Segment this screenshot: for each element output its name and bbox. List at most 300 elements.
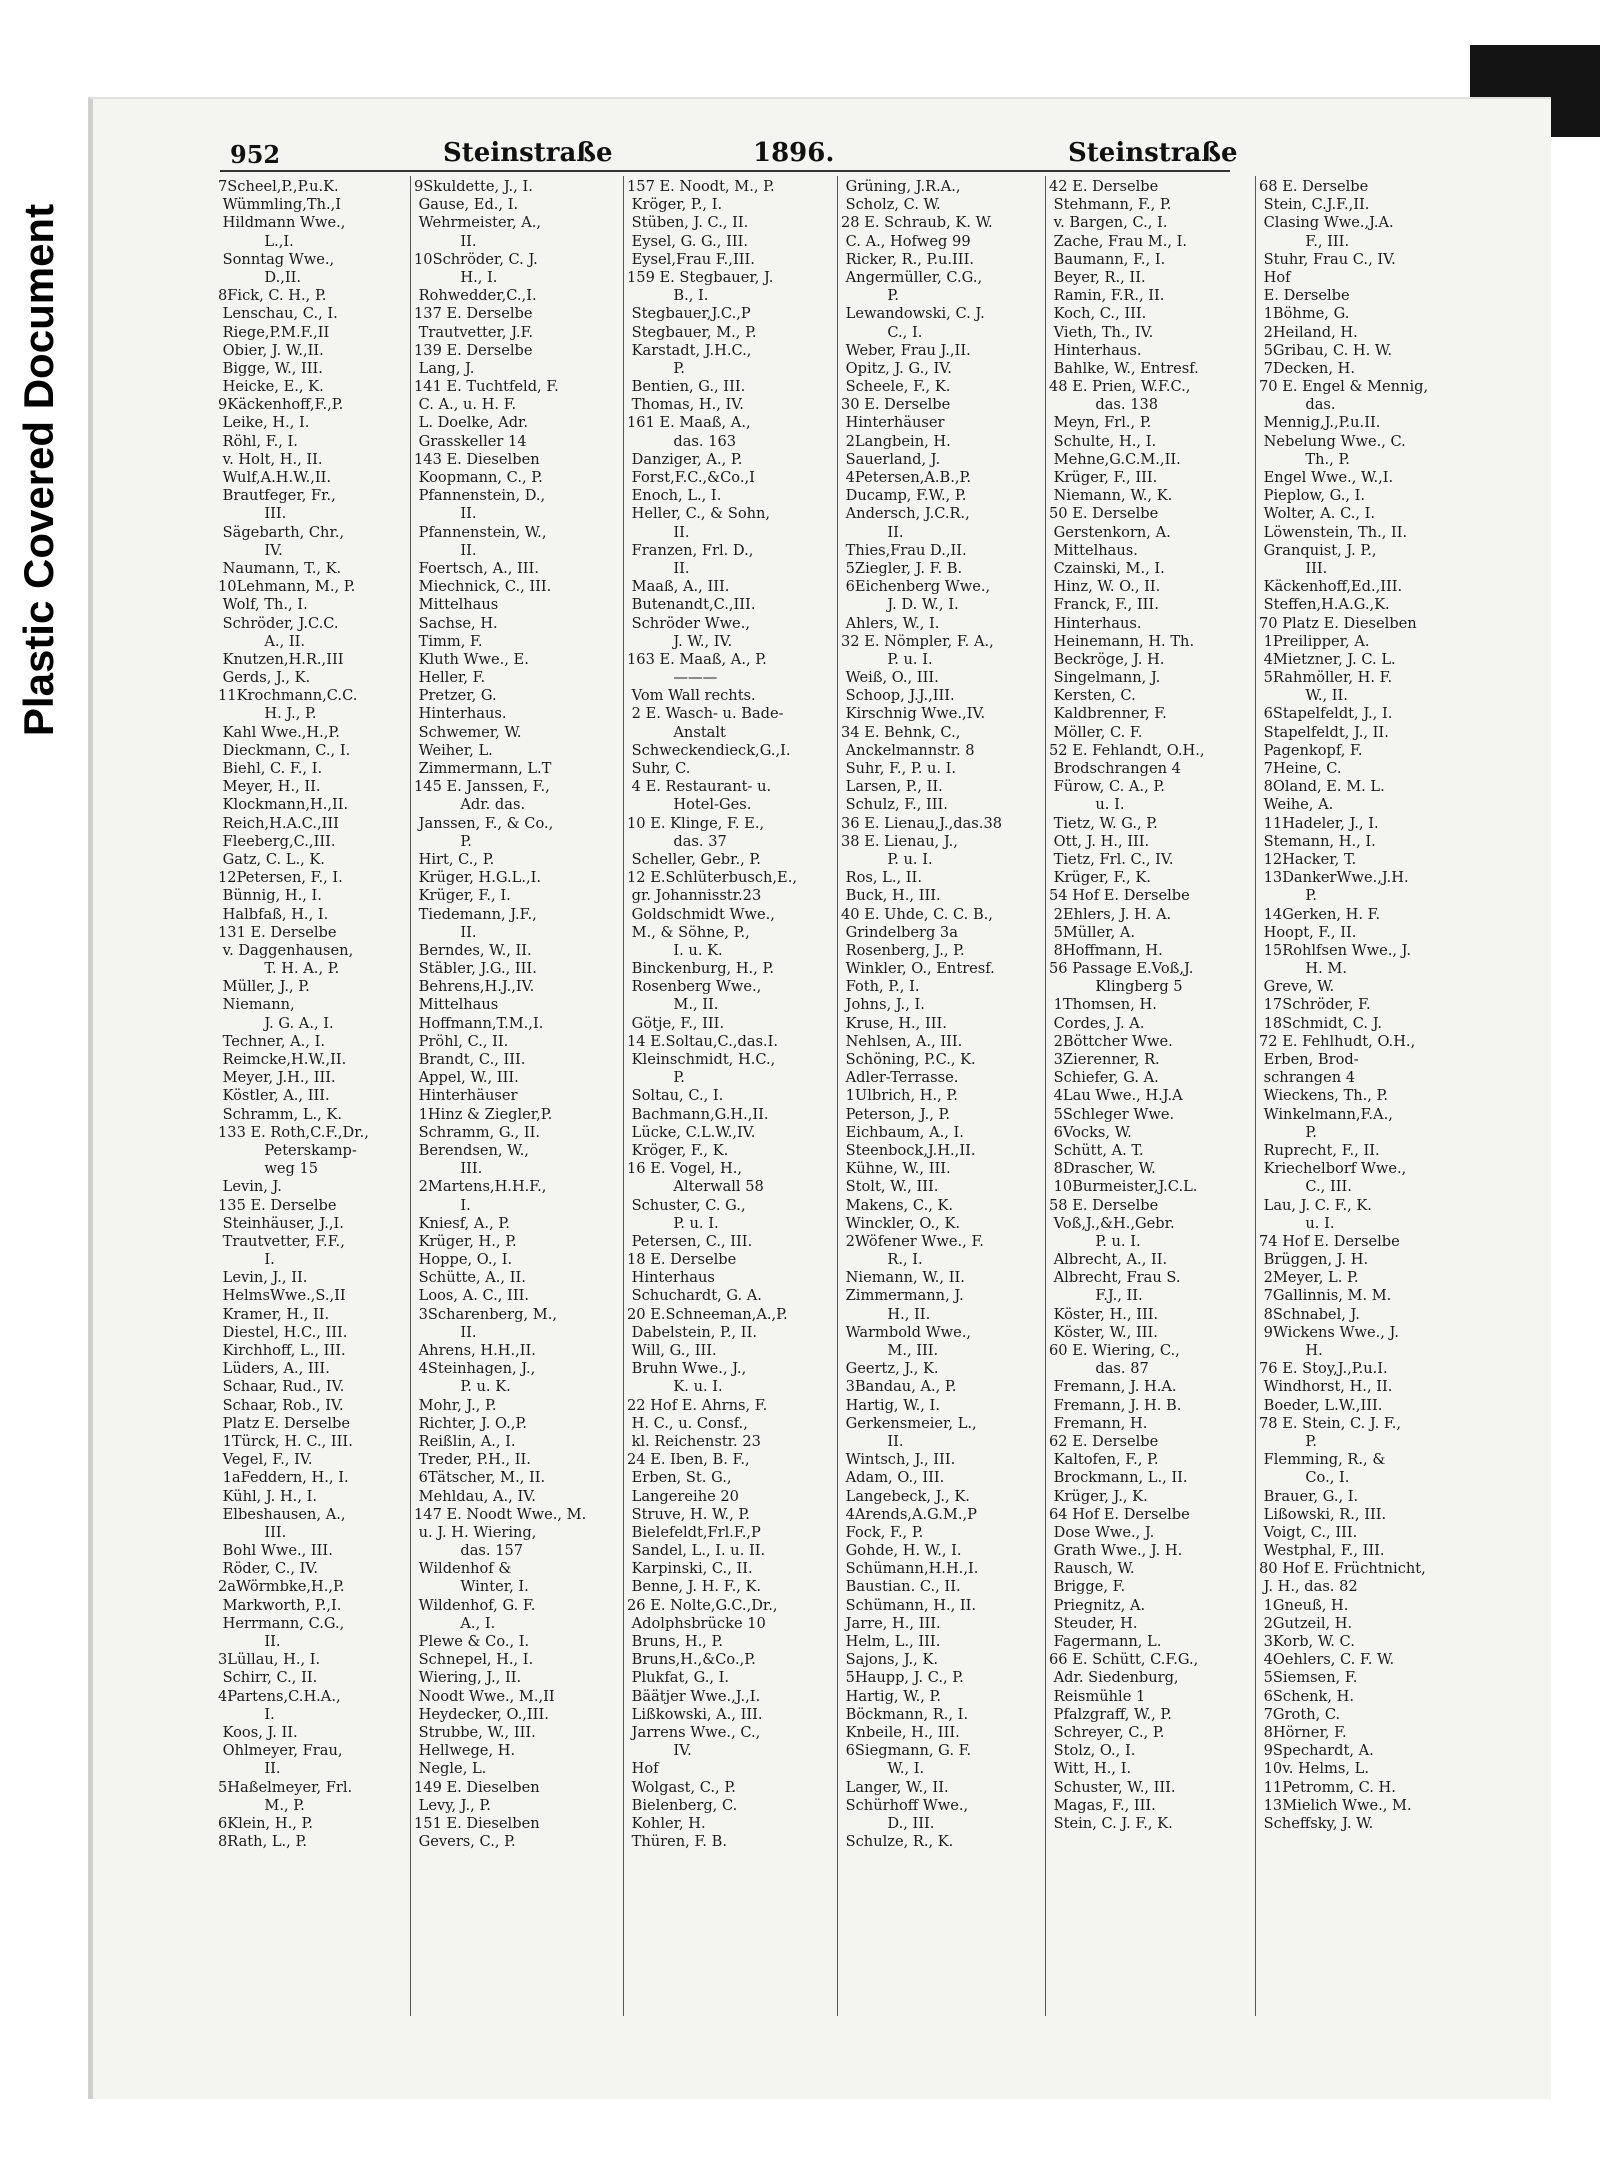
directory-entry: Benne, J. H. F., K.: [627, 1578, 762, 1596]
directory-entry: 2Wöfener Wwe., F.: [841, 1232, 984, 1250]
directory-entry: Makens, C., K.: [841, 1196, 954, 1214]
directory-entry: Schuster, W., III.: [1049, 1778, 1176, 1796]
directory-entry: Geertz, J., K.: [841, 1360, 939, 1378]
directory-entry: Pagenkopf, F.: [1259, 741, 1363, 759]
directory-entry: 24 E. Iben, B. F.,: [627, 1451, 750, 1469]
directory-entry: Krüger, H.G.L.,I.: [414, 869, 542, 887]
directory-entry: Larsen, P., II.: [841, 778, 943, 796]
directory-entry: 161 E. Maaß, A.,: [627, 414, 751, 432]
directory-entry: Danziger, A., P.: [627, 450, 743, 468]
directory-entry: Hinterhäuser: [841, 414, 945, 432]
directory-entry: II.: [841, 523, 904, 541]
directory-entry: 2Langbein, H.: [841, 432, 951, 450]
directory-entry: 26 E. Nolte,G.C.,Dr.,: [627, 1596, 778, 1614]
directory-entry: J. H., das. 82: [1259, 1578, 1358, 1596]
directory-entry: Brautfeger, Fr.,: [218, 487, 336, 505]
directory-entry: Steffen,H.A.G.,K.: [1259, 596, 1390, 614]
directory-entry: 2aWörmbke,H.,P.: [218, 1578, 345, 1596]
directory-entry: Schröder, J.C.C.: [218, 614, 339, 632]
directory-entry: II.: [627, 559, 690, 577]
directory-entry: Stein, C. J. F., K.: [1049, 1814, 1173, 1832]
directory-entry: Reißlin, A., I.: [414, 1432, 516, 1450]
directory-entry: Reismühle 1: [1049, 1687, 1146, 1705]
directory-entry: Pfalzgraff, W., P.: [1049, 1705, 1172, 1723]
directory-entry: Schürhoff Wwe.,: [841, 1796, 969, 1814]
directory-entry: P.: [414, 832, 472, 850]
directory-entry: Gohde, H. W., I.: [841, 1542, 962, 1560]
directory-entry: Eysel,Frau F.,III.: [627, 250, 755, 268]
directory-entry: P.: [627, 1069, 685, 1087]
directory-entry: Boeder, L.W.,III.: [1259, 1396, 1383, 1414]
directory-entry: 5Haßelmeyer, Frl.: [218, 1778, 353, 1796]
directory-entry: Engel Wwe., W.,I.: [1259, 469, 1394, 486]
directory-entry: Wolf, Th., I.: [218, 596, 308, 614]
directory-entry: 5Ziegler, J. F. B.: [841, 559, 963, 577]
directory-entry: Negle, L.: [414, 1760, 487, 1778]
directory-entry: 1Ulbrich, H., P.: [841, 1087, 958, 1105]
directory-entry: W., II.: [1259, 687, 1348, 705]
directory-entry: Hotel-Ges.: [627, 796, 752, 814]
directory-entry: 4Steinhagen, J.,: [414, 1360, 536, 1378]
directory-entry: das. 163: [627, 432, 737, 450]
directory-entry: Wildenhof, G. F.: [414, 1596, 536, 1614]
directory-entry: Thies,Frau D.,II.: [841, 541, 967, 559]
directory-entry: Winckler, O., K.: [841, 1214, 960, 1232]
directory-entry: Buck, H., III.: [841, 887, 941, 905]
directory-entry: Alterwall 58: [627, 1178, 764, 1196]
directory-entry: Wintsch, J., III.: [841, 1451, 956, 1469]
directory-entry: Brigge, F.: [1049, 1578, 1126, 1596]
directory-entry: 3Zierenner, R.: [1049, 1051, 1160, 1068]
directory-entry: Götje, F., III.: [627, 1014, 725, 1032]
directory-entry: 9Käckenhoff,F.,P.: [218, 396, 344, 414]
directory-entry: Adler-Terrasse.: [841, 1069, 959, 1087]
street-title-left: Steinstraße: [443, 138, 613, 168]
directory-column-3: [627, 178, 835, 2018]
directory-entry: Riege,P.M.F.,II: [218, 323, 330, 341]
directory-entry: Brodschrangen 4: [1049, 760, 1181, 777]
directory-entry: 70 Platz E. Dieselben: [1259, 614, 1417, 632]
directory-entry: 4Oehlers, C. F. W.: [1259, 1651, 1395, 1669]
directory-entry: 3Korb, W. C.: [1259, 1633, 1355, 1650]
directory-entry: IV.: [627, 1742, 692, 1760]
directory-entry: 143 E. Dieselben: [414, 450, 540, 468]
directory-entry: Krüger, F., I.: [414, 887, 511, 905]
directory-entry: Timm, F.: [414, 632, 483, 650]
directory-entry: Hinterhaus.: [414, 705, 507, 723]
directory-entry: Schümann, H., II.: [841, 1596, 977, 1614]
directory-entry: F., III.: [1259, 232, 1350, 250]
directory-entry: Stäbler, J.G., III.: [414, 960, 537, 978]
directory-entry: Fürow, C. A., P.: [1049, 778, 1165, 796]
directory-entry: 14Gerken, H. F.: [1259, 905, 1381, 923]
directory-entry: Maaß, A., III.: [627, 578, 730, 596]
directory-entry: 12Petersen, F., I.: [218, 869, 343, 887]
directory-entry: 60 E. Wiering, C.,: [1049, 1342, 1180, 1359]
directory-entry: Mennig,J.,P.u.II.: [1259, 414, 1381, 432]
directory-entry: Winter, I.: [414, 1578, 529, 1596]
directory-entry: 157 E. Noodt, M., P.: [627, 178, 775, 195]
directory-entry: P. u. I.: [1049, 1232, 1141, 1250]
directory-entry: Thüren, F. B.: [627, 1833, 727, 1851]
directory-entry: Anstalt: [627, 723, 726, 741]
directory-entry: Co., I.: [1259, 1469, 1350, 1487]
directory-entry: W., I.: [841, 1760, 925, 1778]
directory-entry: 5Rahmöller, H. F.: [1259, 669, 1393, 687]
directory-entry: Kleinschmidt, H.C.,: [627, 1051, 776, 1068]
directory-entry: Scheele, F., K.: [841, 378, 951, 396]
directory-entry: 56 Passage E.Voß,J.: [1049, 960, 1194, 978]
directory-entry: 50 E. Derselbe: [1049, 505, 1159, 523]
directory-entry: das. 37: [627, 832, 727, 850]
directory-entry: Hinterhaus: [627, 1269, 715, 1287]
directory-entry: 7Heine, C.: [1259, 760, 1342, 777]
directory-entry: 4Mietzner, J. C. L.: [1259, 650, 1396, 668]
directory-entry: 66 E. Schütt, C.F.G.,: [1049, 1651, 1199, 1669]
directory-entry: Flemming, R., &: [1259, 1451, 1386, 1469]
directory-entry: Franck, F., III.: [1049, 596, 1159, 614]
directory-entry: H. M.: [1259, 960, 1347, 978]
directory-entry: Gatz, C. L., K.: [218, 850, 325, 868]
directory-entry: Techner, A., I.: [218, 1032, 325, 1050]
directory-entry: Priegnitz, A.: [1049, 1596, 1146, 1614]
directory-entry: 2 E. Wasch- u. Bade-: [627, 705, 784, 723]
directory-entry: Gerkensmeier, L.,: [841, 1414, 977, 1432]
directory-entry: Rosenberg, J., P.: [841, 941, 965, 959]
directory-entry: 48 E. Prien, W.F.C.,: [1049, 378, 1191, 396]
directory-entry: Ruprecht, F., II.: [1259, 1141, 1380, 1159]
directory-entry: 8Oland, E. M. L.: [1259, 778, 1385, 796]
directory-entry: 6Tätscher, M., II.: [414, 1469, 546, 1487]
directory-entry: 163 E. Maaß, A., P.: [627, 650, 767, 668]
directory-entry: III.: [414, 1160, 483, 1178]
directory-entry: Anckelmannstr. 8: [841, 741, 975, 759]
directory-entry: Hartig, W., I.: [841, 1396, 940, 1414]
directory-entry: Stehmann, F., P.: [1049, 196, 1172, 214]
directory-entry: Tiedemann, J.F.,: [414, 905, 537, 923]
directory-entry: 9Skuldette, J., I.: [414, 178, 533, 195]
year-title: 1896.: [753, 138, 835, 168]
directory-entry: I.: [218, 1705, 275, 1723]
directory-entry: Schuster, C. G.,: [627, 1196, 746, 1214]
directory-entry: Kühne, W., III.: [841, 1160, 951, 1178]
directory-entry: 22 Hof E. Ahrns, F.: [627, 1396, 768, 1414]
directory-entry: Albrecht, Frau S.: [1049, 1269, 1181, 1287]
directory-entry: Ricker, R., P.u.III.: [841, 250, 974, 268]
directory-entry: Bigge, W., III.: [218, 359, 323, 377]
directory-entry: Niemann,: [218, 996, 295, 1014]
directory-entry: Vegel, F., IV.: [218, 1451, 313, 1469]
directory-entry: 1Türck, H. C., III.: [218, 1432, 353, 1450]
directory-entry: Bruns, H., P.: [627, 1633, 724, 1650]
directory-entry: v. Daggenhausen,: [218, 941, 354, 959]
directory-entry: II.: [414, 505, 477, 523]
directory-entry: Kniesf, A., P.: [414, 1214, 510, 1232]
directory-entry: Sägebarth, Chr.,: [218, 523, 345, 541]
directory-entry: Suhr, F., P. u. I.: [841, 760, 957, 777]
directory-entry: 10 E. Klinge, F. E.,: [627, 814, 765, 832]
directory-entry: Jarrens Wwe., C.,: [627, 1723, 761, 1741]
directory-entry: 10v. Helms, L.: [1259, 1760, 1369, 1778]
directory-entry: 1Böhme, G.: [1259, 305, 1350, 323]
directory-entry: Stolt, W., III.: [841, 1178, 939, 1196]
directory-entry: Koopmann, C., P.: [414, 469, 543, 486]
directory-entry: H., I.: [414, 268, 498, 286]
directory-entry: Böckmann, R., I.: [841, 1705, 969, 1723]
directory-entry: das. 138: [1049, 396, 1159, 414]
directory-entry: Krüger, H., P.: [414, 1232, 517, 1250]
directory-entry: Fremann, J. H.A.: [1049, 1378, 1177, 1396]
directory-entry: Diestel, H.C., III.: [218, 1323, 348, 1341]
directory-entry: Foth, P., I.: [841, 978, 920, 996]
directory-entry: 4Lau Wwe., H.J.A: [1049, 1087, 1183, 1105]
directory-entry: Brockmann, L., II.: [1049, 1469, 1188, 1487]
directory-entry: 42 E. Derselbe: [1049, 178, 1159, 195]
directory-entry: D.,II.: [218, 268, 302, 286]
directory-entry: Th., P.: [1259, 450, 1350, 468]
directory-entry: 9Spechardt, A.: [1259, 1742, 1374, 1760]
directory-entry: Gerds, J., K.: [218, 669, 311, 687]
directory-entry: Kühl, J. H., I.: [218, 1487, 318, 1505]
directory-entry: 1Gneuß, H.: [1259, 1596, 1349, 1614]
directory-entry: Adolphsbrücke 10: [627, 1614, 766, 1632]
directory-entry: 17Schröder, F.: [1259, 996, 1371, 1014]
directory-entry: Stegbauer,J.C.,P: [627, 305, 751, 323]
directory-entry: Trautvetter, J.F.: [414, 323, 534, 341]
directory-entry: Hof: [627, 1760, 659, 1778]
directory-entry: Bentien, G., III.: [627, 378, 746, 396]
directory-entry: Niemann, W., K.: [1049, 487, 1173, 505]
directory-entry: Plewe & Co., I.: [414, 1633, 530, 1650]
directory-entry: 12Hacker, T.: [1259, 850, 1357, 868]
directory-entry: Schulze, R., K.: [841, 1833, 954, 1851]
directory-entry: v. Holt, H., II.: [218, 450, 323, 468]
directory-entry: Weiß, O., III.: [841, 669, 939, 687]
directory-entry: 8Schnabel, J.: [1259, 1305, 1360, 1323]
directory-entry: Meyn, Frl., P.: [1049, 414, 1152, 432]
directory-entry: Eichbaum, A., I.: [841, 1123, 964, 1141]
directory-entry: H.: [1259, 1342, 1323, 1359]
directory-entry: Pretzer, G.: [414, 687, 497, 705]
directory-entry: Dabelstein, P., II.: [627, 1323, 757, 1341]
directory-entry: Ducamp, F.W., P.: [841, 487, 967, 505]
directory-entry: Sajons, J., K.: [841, 1651, 938, 1669]
directory-entry: 62 E. Derselbe: [1049, 1432, 1159, 1450]
directory-entry: Schiefer, G. A.: [1049, 1069, 1159, 1087]
directory-entry: P. u. K.: [414, 1378, 511, 1396]
directory-entry: I.: [218, 1251, 275, 1269]
directory-entry: Wolter, A. C., I.: [1259, 505, 1376, 523]
directory-entry: 6Vocks, W.: [1049, 1123, 1132, 1141]
directory-entry: 3Scharenberg, M.,: [414, 1305, 558, 1323]
directory-entry: F.J., II.: [1049, 1287, 1143, 1305]
directory-entry: 5Siemsen, F.: [1259, 1669, 1358, 1687]
directory-entry: 36 E. Lienau,J.,das.38: [841, 814, 1003, 832]
directory-entry: Koch, C., III.: [1049, 305, 1147, 323]
directory-entry: Kaltofen, F., P.: [1049, 1451, 1159, 1469]
directory-entry: Schütte, A., II.: [414, 1269, 526, 1287]
directory-entry: Voigt, C., III.: [1259, 1523, 1358, 1541]
directory-entry: 7Groth, C.: [1259, 1705, 1341, 1723]
directory-entry: 7Decken, H.: [1259, 359, 1355, 377]
directory-entry: Käckenhoff,Ed.,III.: [1259, 578, 1403, 596]
directory-entry: C., III.: [1259, 1178, 1352, 1196]
directory-entry: gr. Johannisstr.23: [627, 887, 762, 905]
directory-entry: 139 E. Derselbe: [414, 341, 533, 359]
directory-entry: ———: [627, 669, 718, 687]
directory-entry: Stegbauer, M., P.: [627, 323, 757, 341]
directory-entry: Fremann, J. H. B.: [1049, 1396, 1182, 1414]
directory-entry: Berendsen, W.,: [414, 1141, 529, 1159]
directory-entry: 2Ehlers, J. H. A.: [1049, 905, 1172, 923]
directory-entry: Westphal, F., III.: [1259, 1542, 1385, 1560]
directory-entry: Zimmermann, L.T: [414, 760, 552, 777]
directory-entry: I.: [414, 1196, 471, 1214]
directory-entry: Heller, C., & Sohn,: [627, 505, 771, 523]
directory-entry: P.: [1259, 1123, 1317, 1141]
directory-entry: Kluth Wwe., E.: [414, 650, 529, 668]
directory-entry: II.: [414, 541, 477, 559]
directory-entry: 13DankerWwe.,J.H.: [1259, 869, 1409, 887]
directory-column-1: [218, 178, 408, 2018]
directory-entry: 3Bandau, A., P.: [841, 1378, 957, 1396]
directory-entry: Angermüller, C.G.,: [841, 268, 983, 286]
directory-entry: 5Haupp, J. C., P.: [841, 1669, 964, 1687]
directory-entry: C. A., Hofweg 99: [841, 232, 971, 250]
directory-entry: Bünnig, H., I.: [218, 887, 322, 905]
directory-entry: Magas, F., III.: [1049, 1796, 1156, 1814]
directory-entry: Treder, P.H., II.: [414, 1451, 531, 1469]
directory-entry: 16 E. Vogel, H.,: [627, 1160, 743, 1178]
directory-entry: D., III.: [841, 1814, 935, 1832]
directory-entry: Fagermann, L.: [1049, 1633, 1162, 1650]
directory-entry: Appel, W., III.: [414, 1069, 519, 1087]
directory-entry: Struve, H. W., P.: [627, 1505, 750, 1523]
directory-entry: Möller, C. F.: [1049, 723, 1143, 741]
directory-entry: Grath Wwe., J. H.: [1049, 1542, 1183, 1560]
directory-entry: Schaar, Rob., IV.: [218, 1396, 344, 1414]
directory-entry: Rohwedder,C.,I.: [414, 287, 537, 305]
directory-entry: IV.: [218, 541, 283, 559]
directory-entry: Adr. das.: [414, 796, 526, 814]
directory-entry: 8Fick, C. H., P.: [218, 287, 327, 305]
directory-entry: Hinterhaus.: [1049, 341, 1142, 359]
directory-entry: Mohr, J., P.: [414, 1396, 497, 1414]
directory-entry: 7Scheel,P.,P.u.K.: [218, 178, 339, 195]
directory-entry: Hellwege, H.: [414, 1742, 516, 1760]
directory-entry: L.,I.: [218, 232, 294, 250]
directory-entry: 1Preilipper, A.: [1259, 632, 1370, 650]
directory-entry: Wulf,A.H.W.,II.: [218, 469, 332, 486]
directory-entry: Baustian. C., II.: [841, 1578, 961, 1596]
directory-entry: Lücke, C.L.W.,IV.: [627, 1123, 756, 1141]
directory-entry: A., II.: [218, 632, 306, 650]
directory-entry: Meyer, J.H., III.: [218, 1069, 336, 1087]
directory-entry: E. Derselbe: [1259, 287, 1350, 305]
directory-entry: Schnepel, H., I.: [414, 1651, 534, 1669]
directory-entry: I. u. K.: [627, 941, 723, 959]
directory-entry: Janssen, F., & Co.,: [414, 814, 554, 832]
directory-entry: M., & Söhne, P.,: [627, 923, 750, 941]
directory-entry: Kramer, H., II.: [218, 1305, 330, 1323]
directory-entry: II.: [218, 1633, 281, 1650]
directory-entry: Peterskamp-: [218, 1141, 357, 1159]
directory-entry: Müller, J., P.: [218, 978, 310, 996]
directory-entry: Wolgast, C., P.: [627, 1778, 736, 1796]
directory-entry: Schoop, J.J.,III.: [841, 687, 955, 705]
directory-entry: Steuder, H.: [1049, 1614, 1138, 1632]
directory-entry: 8Hörner, F.: [1259, 1723, 1347, 1741]
directory-entry: Elbeshausen, A.,: [218, 1505, 346, 1523]
directory-entry: 18Schmidt, C. J.: [1259, 1014, 1383, 1032]
directory-entry: Granquist, J. P.,: [1259, 541, 1377, 559]
directory-column-2: [414, 178, 621, 2018]
header-rule: [220, 170, 1230, 172]
directory-entry: Heinemann, H. Th.: [1049, 632, 1195, 650]
directory-entry: L. Doelke, Adr.: [414, 414, 529, 432]
directory-entry: Enoch, L., I.: [627, 487, 722, 505]
directory-entry: 2Martens,H.H.F.,: [414, 1178, 547, 1196]
directory-entry: Pfannenstein, W.,: [414, 523, 547, 541]
directory-entry: 4Arends,A.G.M.,P: [841, 1505, 977, 1523]
directory-entry: 1aFeddern, H., I.: [218, 1469, 349, 1487]
column-divider: [1045, 176, 1046, 2016]
column-divider: [410, 176, 411, 2016]
directory-entry: Pröhl, C., II.: [414, 1032, 509, 1050]
directory-entry: M., P.: [218, 1796, 305, 1814]
directory-entry: Sachse, H.: [414, 614, 498, 632]
directory-entry: Kröger, P., I.: [627, 196, 723, 214]
directory-entry: Adam, O., III.: [841, 1469, 945, 1487]
directory-entry: B., I.: [627, 287, 709, 305]
directory-entry: Ramin, F.R., II.: [1049, 287, 1165, 305]
directory-entry: 15Rohlfsen Wwe., J.: [1259, 941, 1412, 959]
directory-entry: 137 E. Derselbe: [414, 305, 533, 323]
directory-entry: 147 E. Noodt Wwe., M.: [414, 1505, 587, 1523]
directory-entry: A., I.: [414, 1614, 496, 1632]
directory-entry: 58 E. Derselbe: [1049, 1196, 1159, 1214]
directory-entry: Rosenberg Wwe.,: [627, 978, 762, 996]
directory-entry: Meyer, H., II.: [218, 778, 321, 796]
directory-entry: 145 E. Janssen, F.,: [414, 778, 550, 796]
directory-entry: 10Burmeister,J.C.L.: [1049, 1178, 1198, 1196]
directory-entry: Bielenberg, C.: [627, 1796, 738, 1814]
directory-entry: 74 Hof E. Derselbe: [1259, 1232, 1400, 1250]
directory-entry: Ros, L., II.: [841, 869, 922, 887]
directory-entry: 54 Hof E. Derselbe: [1049, 887, 1190, 905]
directory-entry: 133 E. Roth,C.F.,Dr.,: [218, 1123, 369, 1141]
directory-entry: Witt, H., I.: [1049, 1760, 1132, 1778]
directory-entry: Knbeile, H., III.: [841, 1723, 960, 1741]
directory-entry: Johns, J., I.: [841, 996, 925, 1014]
directory-entry: 6Schenk, H.: [1259, 1687, 1355, 1705]
directory-entry: Bahlke, W., Entresf.: [1049, 359, 1199, 377]
directory-entry: Fock, F., P.: [841, 1523, 924, 1541]
directory-entry: Wildenhof &: [414, 1560, 512, 1578]
directory-entry: Sonntag Wwe.,: [218, 250, 335, 268]
directory-entry: 5Müller, A.: [1049, 923, 1136, 941]
directory-entry: 4Partens,C.H.A.,: [218, 1687, 341, 1705]
directory-entry: 5Schleger Wwe.: [1049, 1105, 1175, 1123]
directory-entry: M., II.: [627, 996, 719, 1014]
directory-entry: Warmbold Wwe.,: [841, 1323, 972, 1341]
directory-entry: Brandt, C., III.: [414, 1051, 526, 1068]
directory-entry: Nebelung Wwe., C.: [1259, 432, 1406, 450]
directory-entry: Karpinski, C., II.: [627, 1560, 753, 1578]
directory-entry: Lang, J.: [414, 359, 475, 377]
directory-entry: Steenbock,J.H.,II.: [841, 1141, 976, 1159]
directory-entry: Schümann,H.H.,I.: [841, 1560, 979, 1578]
